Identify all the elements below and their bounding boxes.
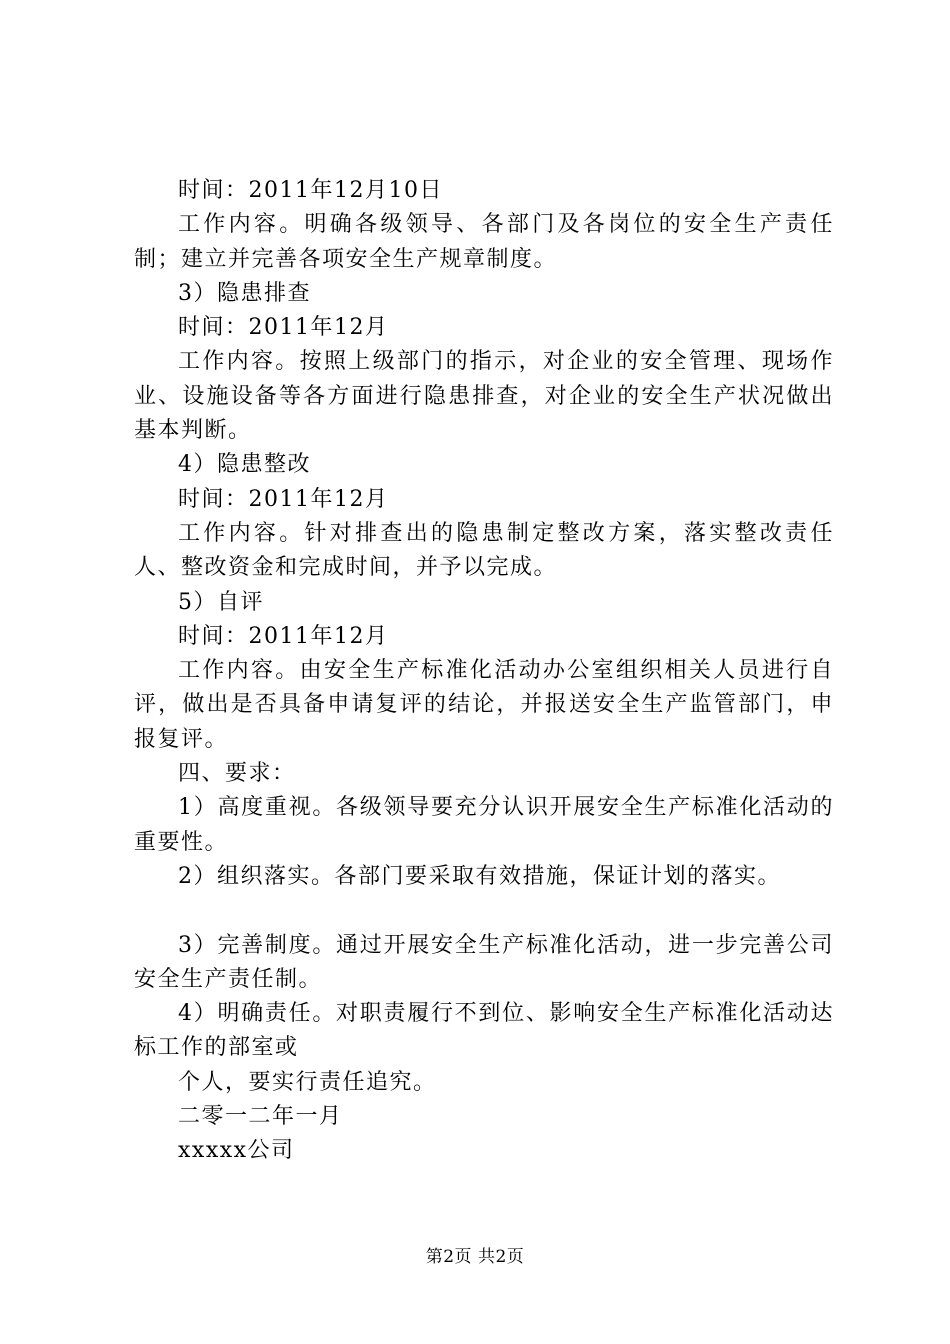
requirement-3: 3）完善制度。通过开展安全生产标准化活动，进一步完善公司安全生产责任制。 (134, 932, 834, 992)
requirement-4: 4）明确责任。对职责履行不到位、影响安全生产标准化活动达标工作的部室或 (134, 1001, 834, 1061)
paragraph-work-content-3: 工作内容。针对排查出的隐患制定整改方案，落实整改责任人、整改资金和完成时间，并予以完成。 (134, 520, 834, 581)
paragraph-time-1: 时间：2011年12月10日 (178, 178, 443, 203)
blank-line (134, 894, 834, 928)
paragraph-work-content-4: 工作内容。由安全生产标准化活动办公室组织相关人员进行自评，做出是否具备申请复评的结论，并报送安全生产监管部门，申报复评。 (134, 658, 834, 752)
paragraph-time-4: 时间：2011年12月 (178, 623, 389, 649)
heading-requirements: 四、要求： (178, 761, 296, 787)
paragraph-work-content-1: 工作内容。明确各级领导、各部门及各岗位的安全生产责任制；建立并完善各项安全生产规章制度。 (134, 212, 834, 272)
heading-self-evaluation: 5）自评 (178, 589, 264, 615)
company-name: xxxxx公司 (178, 1138, 295, 1164)
heading-hazard-rectification: 4）隐患整改 (178, 452, 311, 478)
paragraph-work-content-2: 工作内容。按照上级部门的指示，对企业的安全管理、现场作业、设施设备等各方面进行隐患排查，对企业的安全生产状况做出基本判断。 (134, 349, 834, 444)
page-number-footer: 第2页 共2页 (425, 1247, 525, 1267)
paragraph-time-2: 时间：2011年12月 (178, 315, 389, 341)
requirement-2: 2）组织落实。各部门要采取有效措施，保证计划的落实。 (178, 863, 781, 889)
paragraph-time-3: 时间：2011年12月 (178, 486, 389, 512)
document-date: 二零一二年一月 (178, 1104, 343, 1130)
document-body (134, 174, 834, 1169)
requirement-1: 1）高度重视。各级领导要充分认识开展安全生产标准化活动的重要性。 (134, 795, 834, 855)
heading-hazard-inspection: 3）隐患排查 (178, 280, 311, 306)
requirement-4-continued: 个人，要实行责任追究。 (178, 1069, 437, 1095)
